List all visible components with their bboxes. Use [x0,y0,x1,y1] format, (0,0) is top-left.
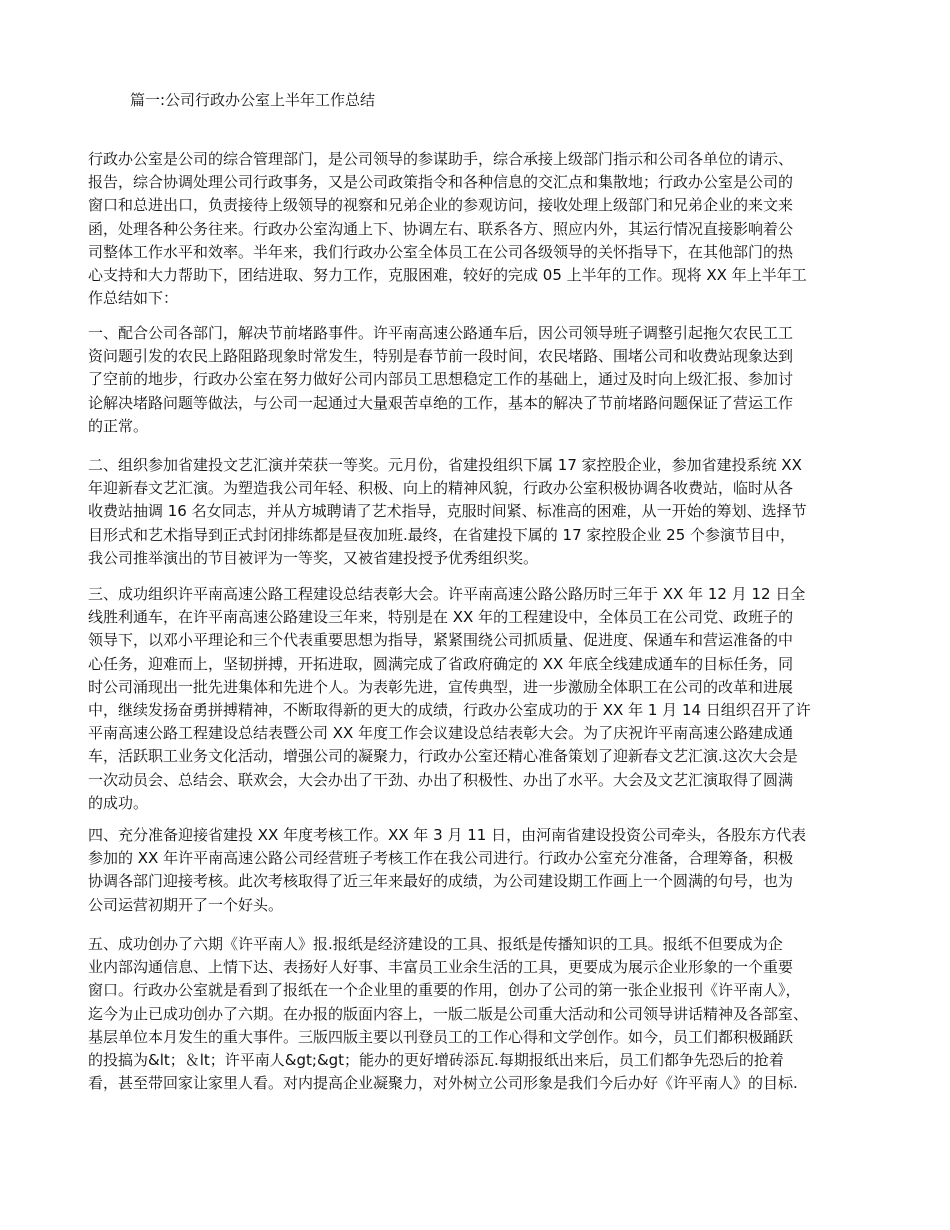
text-line: 的成功。 [88,793,149,812]
text-line: 司整体工作水平和效率。半年来，我们行政办公室全体员工在公司各级领导的关怀指导下，在其他部门的热 [88,242,794,261]
text-line: 论解决堵路问题等做法，与公司一起通过大量艰苦卓绝的工作，基本的解决了节前堵路问题保证了营运工作 [88,393,794,412]
text-line: 目形式和艺术指导到正式封闭排练都是昼夜加班.最终，在省建投下属的 17 家控股企业 25 个参演节目中， [88,525,796,544]
paragraph-section-4 [88,824,864,917]
text-line: 领导下，以邓小平理论和三个代表重要思想为指导，紧紧围绕公司抓质量、促进度、保通车和营运准备的中 [88,631,794,650]
text-line: 二、组织参加省建投文艺汇演并荣获一等奖。元月份，省建投组织下属 17 家控股企业，参加省建投系统 XX [88,456,802,474]
document-title: 篇一:公司行政办公室上半年工作总结 [130,91,376,109]
text-line: 车，活跃职工业务文化活动，增强公司的凝聚力，行政办公室还精心准备策划了迎新春文艺汇演.这次大会是 [88,747,798,766]
text-line: 迄今为止已成功创办了六期。在办报的版面内容上，一版二版是公司重大活动和公司领导讲话精神及各部室、 [88,1004,809,1023]
text-line: 窗口和总进出口，负责接待上级领导的视察和兄弟企业的参观访问，接收处理上级部门和兄弟企业的来文来 [88,196,794,215]
text-line: 的投搞为&lt；＆lt；许平南人&gt;&gt；能办的更好增砖添瓦.每期报纸出来后，员工们都争先恐后的抢着 [88,1051,784,1070]
paragraph-section-5 [88,933,864,1095]
text-line: 时公司涌现出一批先进集体和先进个人。为表彰先进，宣传典型，进一步激励全体职工在公司的改革和进展 [88,677,794,696]
text-line: 行政办公室是公司的综合管理部门，是公司领导的参谋助手，综合承接上级部门指示和公司各单位的请示、 [88,150,794,168]
text-line: 收费站抽调 16 名女同志，并从方城聘请了艺术指导，克服时间紧、标准高的困难，从一开始的筹划、选择节 [88,502,807,521]
text-line: 年迎新春文艺汇演。为塑造我公司年轻、积极、向上的精神风貌，行政办公室积极协调各收费站，临时从各 [88,479,794,498]
text-line: 函，处理各种公务往来。行政办公室沟通上下、协调左右、联系各方、照应内外，其运行情况直接影响着公 [88,219,794,238]
text-line: 四、充分准备迎接省建投 XX 年度考核工作。XX 年 3 月 11 日，由河南省建设投资公司牵头，各股东方代表 [88,826,807,844]
text-line: 协调各部门迎接考核。此次考核取得了近三年来最好的成绩，为公司建设期工作画上一个圆满的句号，也为 [88,872,794,891]
text-line: 了空前的地步，行政办公室在努力做好公司内部员工思想稳定工作的基础上，通过及时向上级汇报、参加讨 [88,370,794,389]
text-line: 业内部沟通信息、上情下达、表扬好人好事、丰富员工业余生活的工具，更要成为展示企业形象的一个重要 [88,958,794,977]
text-line: 心任务，迎难而上，坚韧拼搏，开拓进取，圆满完成了省政府确定的 XX 年底全线建成通车的目标任务，同 [88,654,794,673]
text-line: 基层单位本月发生的重大事件。三版四版主要以刊登员工的工作心得和文学创作。如今，员工们都积极踊跃 [88,1027,794,1046]
text-line: 资问题引发的农民上路阻路现象时常发生，特别是春节前一段时间，农民堵路、围堵公司和收费站现象达到 [88,347,794,366]
text-line: 平南高速公路工程建设总结表暨公司 XX 年度工作会议建设总结表彰大会。为了庆祝许平南高速公路建成通 [88,724,794,743]
text-line: 报告，综合协调处理公司行政事务，又是公司政策指令和各种信息的交汇点和集散地；行政办公室是公司的 [88,173,794,192]
text-line: 一次动员会、总结会、联欢会，大会办出了干劲、办出了积极性、办出了水平。大会及文艺汇演取得了圆满 [88,770,794,789]
text-line: 线胜利通车，在许平南高速公路建设三年来，特别是在 XX 年的工程建设中，全体员工在公司党、政班子的 [88,608,794,627]
paragraph-section-2 [88,454,864,570]
text-line: 五、成功创办了六期《许平南人》报.报纸是经济建设的工具、报纸是传播知识的工具。报纸不但要成为企 [88,935,783,953]
text-line: 我公司推举演出的节目被评为一等奖，又被省建投授予优秀组织奖。 [88,548,539,567]
text-line: 公司运营初期开了一个好头。 [88,895,284,914]
text-line: 三、成功组织许平南高速公路工程建设总结表彰大会。许平南高速公路公路历时三年于 XX 年 12 月 12 日全 [88,585,806,603]
text-line: 中，继续发扬奋勇拼搏精神，不断取得新的更大的成绩，行政办公室成功的于 XX 年 1 月 14 日组织召开了许 [88,701,811,720]
paragraph-section-3 [88,583,864,815]
paragraph-intro [88,148,864,310]
text-line: 的正常。 [88,416,149,435]
paragraph-section-1 [88,322,864,438]
text-line: 作总结如下： [88,289,179,308]
text-line: 窗口。行政办公室就是看到了报纸在一个企业里的重要的作用，创办了公司的第一张企业报刊《许平南人》， [88,981,801,1000]
text-line: 心支持和大力帮助下，团结进取、努力工作，克服困难，较好的完成 05 上半年的工作。现将 XX 年上半年工 [88,266,807,285]
text-line: 一、配合公司各部门，解决节前堵路事件。许平南高速公路通车后，因公司领导班子调整引起拖欠农民工工 [88,324,794,342]
text-line: 看，甚至带回家让家里人看。对内提高企业凝聚力，对外树立公司形象是我们今后办好《许平南人》的目标. [88,1074,798,1093]
text-line: 参加的 XX 年许平南高速公路公司经营班子考核工作在我公司进行。行政办公室充分准备，合理筹备，积极 [88,849,794,868]
